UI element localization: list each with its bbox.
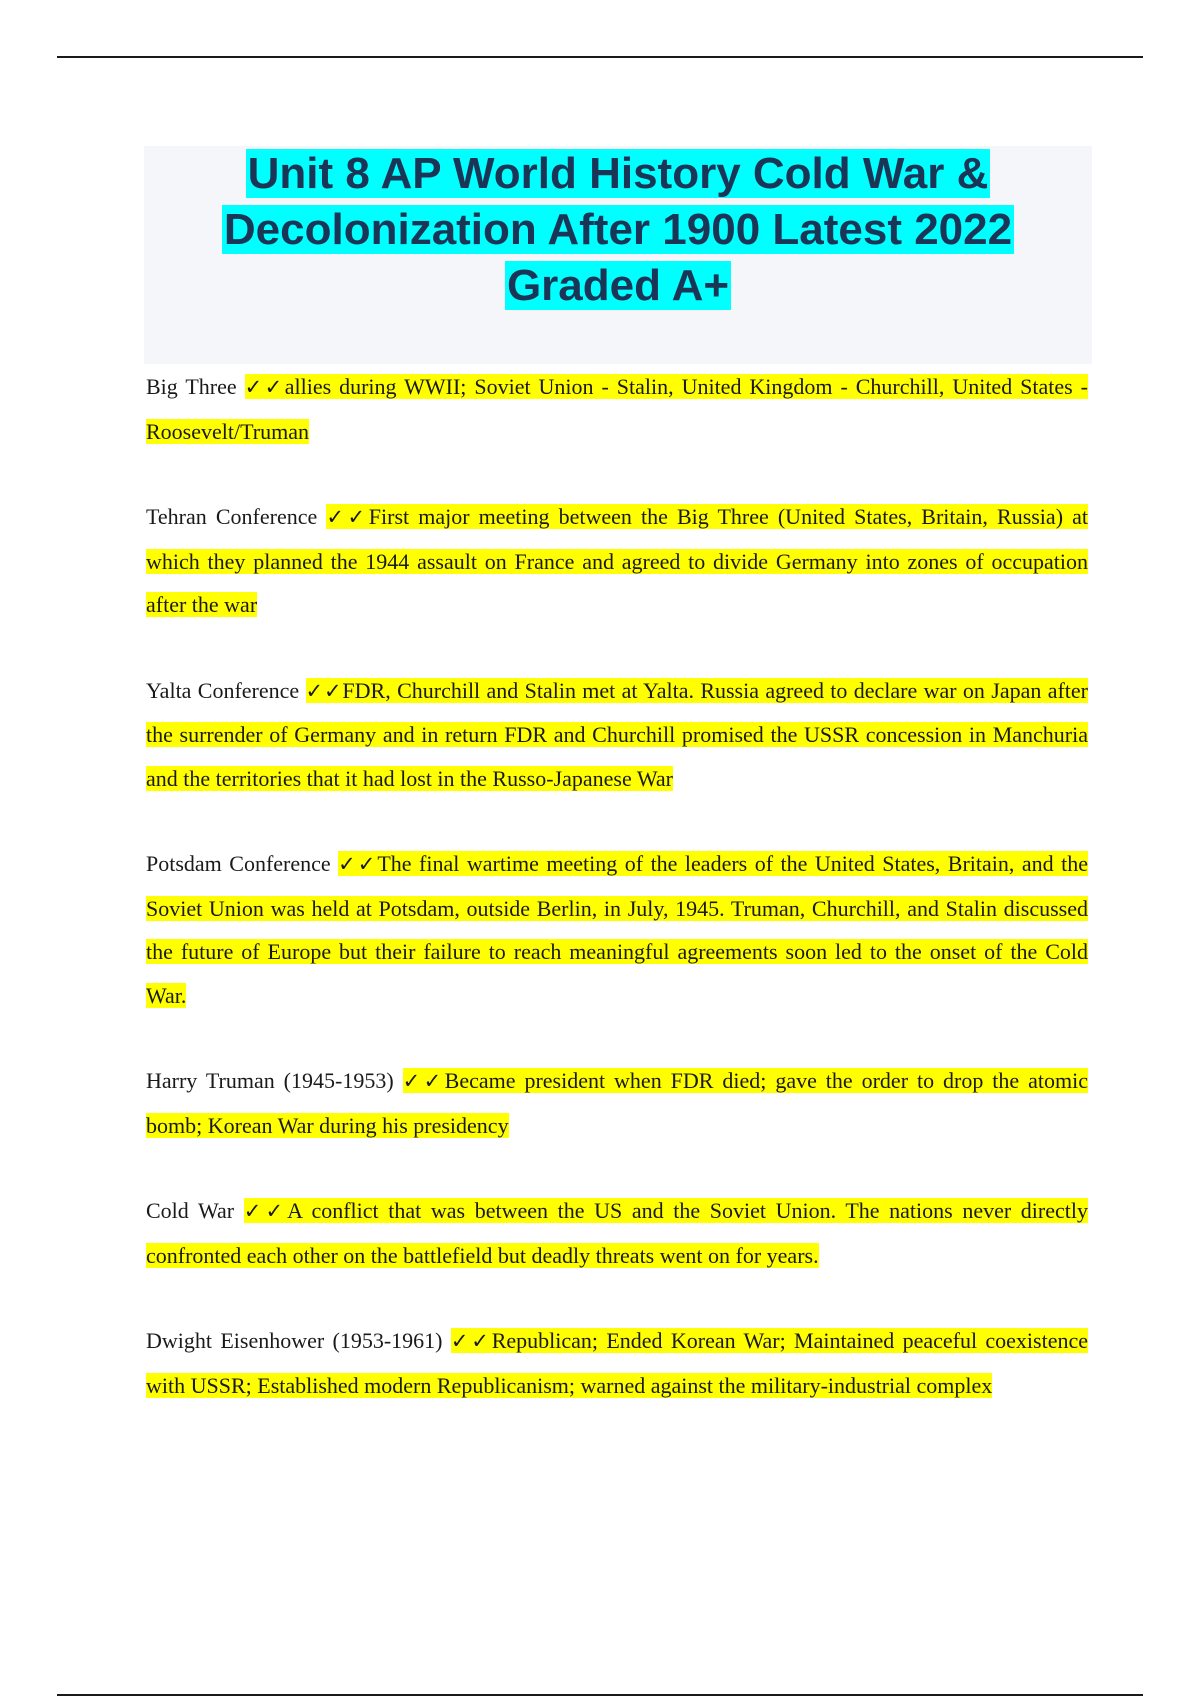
double-check-icon: ✓✓ (450, 1329, 492, 1353)
flashcard-entry (146, 1189, 1088, 1277)
definition-text: allies during WWII; Soviet Union - Stalin, United Kingdom - Churchill, United States - Roosevelt/Truman (146, 374, 1088, 444)
definition-text: The final wartime meeting of the leaders of the United States, Britain, and the Soviet Union was held at Potsdam, outside Berlin, in July, 1945. Truman, Churchill, and Stalin discussed the future of Europe but their failure to reach meaningful agreements soon led to the onset of the Cold War. (146, 851, 1089, 1008)
double-check-icon: ✓✓ (338, 852, 378, 876)
entry-term: Yalta Conference (146, 677, 300, 703)
entry-term: Dwight Eisenhower (1953-1961) (146, 1328, 443, 1353)
flashcard-list (146, 365, 1088, 1449)
flashcard-entry (146, 495, 1088, 627)
double-check-icon: ✓✓ (305, 678, 343, 703)
title-block (144, 146, 1092, 364)
title-line: Graded A+ (506, 261, 730, 310)
flashcard-entry (146, 365, 1088, 453)
entry-term: Tehran Conference (146, 504, 318, 529)
entry-term: Cold War (146, 1198, 235, 1223)
entry-definition (146, 1198, 1088, 1268)
definition-text: Republican; Ended Korean War; Maintained peaceful coexistence with USSR; Established modern Republicanism; warned against the military-industrial complex (146, 1328, 1089, 1398)
entry-term: Big Three (146, 374, 237, 399)
title-line: Decolonization After 1900 Latest 2022 (223, 205, 1013, 254)
double-check-icon: ✓✓ (243, 1199, 288, 1223)
definition-text: First major meeting between the Big Three (United States, Britain, Russia) at which they planned the 1944 assault on France and agreed to divide Germany into zones of occupation after the war (146, 504, 1088, 617)
entry-term: Potsdam Conference (146, 851, 331, 876)
flashcard-entry (146, 1059, 1088, 1147)
definition-text: FDR, Churchill and Stalin met at Yalta. Russia agreed to declare war on Japan after the surrender of Germany and in return FDR and Churchill promised the USSR concession in Manchuria and the territories that it had lost in the Russo-Japanese War (146, 677, 1089, 791)
document-title (144, 146, 1092, 314)
double-check-icon: ✓✓ (326, 505, 369, 529)
definition-text: Became president when FDR died; gave the order to drop the atomic bomb; Korean War during his presidency (146, 1068, 1088, 1138)
bottom-rule (57, 1694, 1143, 1696)
double-check-icon: ✓✓ (402, 1069, 445, 1093)
double-check-icon: ✓✓ (244, 375, 285, 399)
title-line: Unit 8 AP World History Cold War & (247, 149, 989, 198)
flashcard-entry (146, 669, 1088, 801)
flashcard-entry (146, 842, 1088, 1017)
top-rule (57, 56, 1143, 58)
definition-text: A conflict that was between the US and the Soviet Union. The nations never directly confronted each other on the battlefield but deadly threats went on for years. (146, 1198, 1088, 1268)
entry-term: Harry Truman (1945-1953) (146, 1068, 394, 1093)
flashcard-entry (146, 1319, 1088, 1407)
entry-definition (146, 374, 1088, 444)
